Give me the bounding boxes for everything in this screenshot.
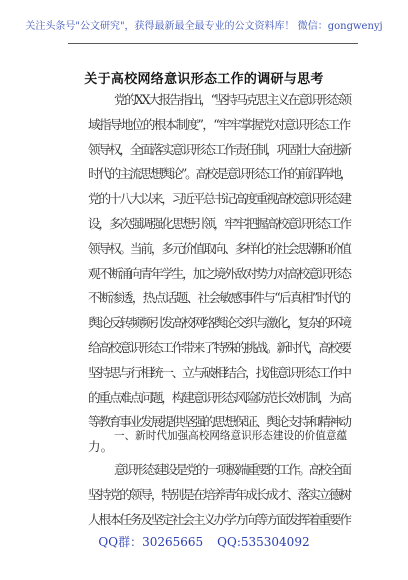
document-title: 关于高校网络意识形态工作的调研与思考 xyxy=(84,72,324,87)
paragraph-1 xyxy=(88,88,350,460)
paragraph-line: 坚持思与行相统一、立与破相结合，找准意识形态工作中 xyxy=(88,364,350,380)
paragraph-line: 党的XX大报告指出，“坚持马克思主义在意识形态领 xyxy=(114,92,350,107)
paragraph-line: 领导权。当前，多元价值取向、多样化的社会思潮和价值 xyxy=(88,240,350,256)
header-divider xyxy=(68,43,358,44)
paragraph-line: 设，多次强调强化思想引领，牢牢把握高校意识形态工作 xyxy=(88,215,350,231)
paragraph-line: 观不断涌向青年学生，加之境外敌对势力对高校意识形态 xyxy=(88,265,350,281)
paragraph-line: 坚持党的领导，特别是在培养青年成长成才、落实立德树 xyxy=(88,486,350,502)
section-heading: 一、新时代加强高校网络意识形态建设的价值意蕴 xyxy=(114,430,348,442)
footer-qq-number: QQ:535304092 xyxy=(217,535,310,549)
paragraph-line: 不断渗透，热点话题、社会敏感事件与“后真相”时代的 xyxy=(88,290,350,306)
paragraph-line: 领导权，全面落实意识形态工作责任制，巩固壮大奋进新 xyxy=(88,141,350,157)
paragraph-line: 等教育事业发展提供坚强的思想保证、舆论支持和精神动 xyxy=(88,414,350,430)
paragraph-line: 给高校意识形态工作带来了特殊的挑战。新时代，高校要 xyxy=(88,339,350,355)
paragraph-line: 舆论反转频频引发高校网络舆论交织与激化，复杂的环境 xyxy=(88,315,350,331)
paragraph-line: 域指导地位的根本制度”，“牢牢掌握党对意识形态工作 xyxy=(88,116,350,132)
paragraph-line: 的重点难点问题，构建意识形态风险防范长效机制，为高 xyxy=(88,389,350,405)
header-banner: 关注头条号"公文研究"，获得最新最全最专业的公文资料库！ 微信：gongwenyj xyxy=(25,21,383,32)
paragraph-2 xyxy=(88,458,350,532)
paragraph-line: 意识形态建设是党的一项极端重要的工作。高校全面 xyxy=(114,462,350,477)
paragraph-line: 力。 xyxy=(88,439,114,455)
footer-qq-group: QQ群：30265665 xyxy=(98,535,204,549)
paragraph-line: 时代的主流思想舆论”。高校是意识形态工作的前沿阵地， xyxy=(88,166,351,182)
footer-contact xyxy=(0,534,408,550)
paragraph-line: 党的十八大以来，习近平总书记高度重视高校意识形态建 xyxy=(88,191,350,207)
paragraph-line: 人根本任务及坚定社会主义办学方向等方面发挥着重要作 xyxy=(88,511,350,527)
